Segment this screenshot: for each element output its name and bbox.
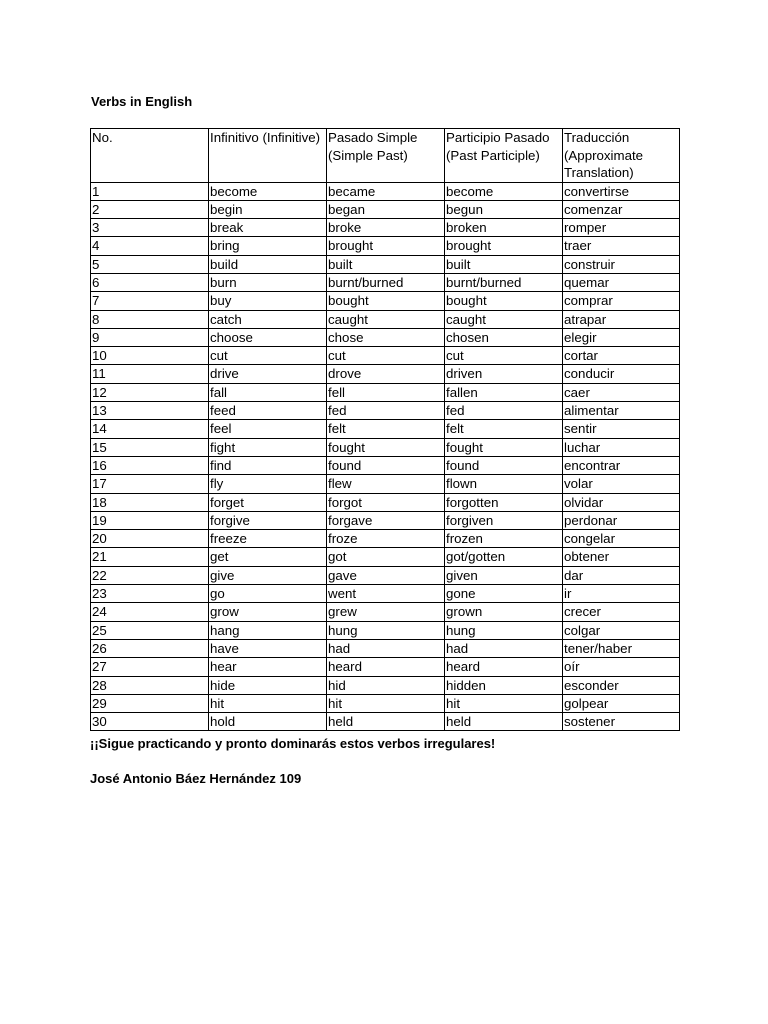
cell-number: 29 [91, 694, 209, 712]
cell-number: 2 [91, 200, 209, 218]
cell-simple-past: broke [327, 219, 445, 237]
cell-past-participle: cut [445, 347, 563, 365]
cell-simple-past: cut [327, 347, 445, 365]
cell-infinitive: burn [209, 273, 327, 291]
cell-translation: congelar [563, 530, 680, 548]
cell-simple-past: got [327, 548, 445, 566]
cell-simple-past: flew [327, 475, 445, 493]
cell-translation: perdonar [563, 511, 680, 529]
cell-simple-past: built [327, 255, 445, 273]
cell-number: 1 [91, 182, 209, 200]
cell-translation: esconder [563, 676, 680, 694]
cell-number: 19 [91, 511, 209, 529]
cell-infinitive: feel [209, 420, 327, 438]
cell-simple-past: hung [327, 621, 445, 639]
cell-infinitive: fall [209, 383, 327, 401]
cell-past-participle: brought [445, 237, 563, 255]
cell-infinitive: go [209, 585, 327, 603]
cell-translation: golpear [563, 694, 680, 712]
table-row [91, 621, 680, 639]
cell-past-participle: hidden [445, 676, 563, 694]
cell-translation: alimentar [563, 402, 680, 420]
cell-number: 18 [91, 493, 209, 511]
cell-translation: construir [563, 255, 680, 273]
cell-number: 23 [91, 585, 209, 603]
table-row [91, 292, 680, 310]
cell-translation: luchar [563, 438, 680, 456]
cell-infinitive: begin [209, 200, 327, 218]
cell-infinitive: hold [209, 713, 327, 731]
table-row [91, 255, 680, 273]
cell-simple-past: held [327, 713, 445, 731]
verbs-table [90, 128, 680, 731]
cell-translation: ir [563, 585, 680, 603]
cell-simple-past: caught [327, 310, 445, 328]
cell-number: 20 [91, 530, 209, 548]
cell-number: 30 [91, 713, 209, 731]
header-past-participle: Participio Pasado (Past Participle) [445, 129, 563, 183]
cell-past-participle: caught [445, 310, 563, 328]
table-row [91, 548, 680, 566]
cell-past-participle: fallen [445, 383, 563, 401]
cell-simple-past: fought [327, 438, 445, 456]
cell-number: 13 [91, 402, 209, 420]
cell-past-participle: gone [445, 585, 563, 603]
cell-past-participle: forgiven [445, 511, 563, 529]
cell-infinitive: fight [209, 438, 327, 456]
cell-number: 21 [91, 548, 209, 566]
table-row [91, 658, 680, 676]
cell-infinitive: catch [209, 310, 327, 328]
cell-infinitive: get [209, 548, 327, 566]
cell-simple-past: froze [327, 530, 445, 548]
table-row [91, 438, 680, 456]
cell-number: 7 [91, 292, 209, 310]
table-row [91, 566, 680, 584]
footer-note: ¡¡Sigue practicando y pronto dominarás estos verbos irregulares! [90, 736, 496, 751]
cell-translation: sentir [563, 420, 680, 438]
cell-simple-past: felt [327, 420, 445, 438]
author-line: José Antonio Báez Hernández 109 [90, 771, 302, 786]
cell-translation: atrapar [563, 310, 680, 328]
cell-number: 15 [91, 438, 209, 456]
table-row [91, 383, 680, 401]
header-simple-past: Pasado Simple (Simple Past) [327, 129, 445, 183]
cell-simple-past: forgot [327, 493, 445, 511]
cell-infinitive: grow [209, 603, 327, 621]
table-row [91, 585, 680, 603]
cell-past-participle: flown [445, 475, 563, 493]
cell-simple-past: fed [327, 402, 445, 420]
cell-number: 17 [91, 475, 209, 493]
cell-past-participle: found [445, 456, 563, 474]
cell-translation: volar [563, 475, 680, 493]
cell-number: 14 [91, 420, 209, 438]
table-row [91, 530, 680, 548]
cell-past-participle: driven [445, 365, 563, 383]
cell-translation: conducir [563, 365, 680, 383]
table-row [91, 639, 680, 657]
cell-infinitive: hang [209, 621, 327, 639]
cell-infinitive: freeze [209, 530, 327, 548]
cell-infinitive: give [209, 566, 327, 584]
cell-simple-past: drove [327, 365, 445, 383]
cell-translation: cortar [563, 347, 680, 365]
cell-number: 26 [91, 639, 209, 657]
cell-translation: elegir [563, 328, 680, 346]
cell-past-participle: heard [445, 658, 563, 676]
cell-translation: comprar [563, 292, 680, 310]
cell-infinitive: cut [209, 347, 327, 365]
cell-translation: dar [563, 566, 680, 584]
cell-simple-past: had [327, 639, 445, 657]
table-row [91, 475, 680, 493]
cell-infinitive: fly [209, 475, 327, 493]
header-translation: Traducción (Approximate Translation) [563, 129, 680, 183]
cell-translation: convertirse [563, 182, 680, 200]
cell-past-participle: felt [445, 420, 563, 438]
cell-translation: obtener [563, 548, 680, 566]
cell-number: 5 [91, 255, 209, 273]
cell-simple-past: gave [327, 566, 445, 584]
cell-number: 6 [91, 273, 209, 291]
cell-infinitive: become [209, 182, 327, 200]
cell-simple-past: found [327, 456, 445, 474]
cell-translation: traer [563, 237, 680, 255]
cell-simple-past: became [327, 182, 445, 200]
table-row [91, 182, 680, 200]
cell-past-participle: forgotten [445, 493, 563, 511]
cell-past-participle: become [445, 182, 563, 200]
cell-number: 3 [91, 219, 209, 237]
table-row [91, 273, 680, 291]
cell-infinitive: forgive [209, 511, 327, 529]
table-row [91, 493, 680, 511]
cell-translation: crecer [563, 603, 680, 621]
cell-infinitive: hit [209, 694, 327, 712]
cell-past-participle: given [445, 566, 563, 584]
cell-past-participle: hung [445, 621, 563, 639]
cell-infinitive: bring [209, 237, 327, 255]
cell-number: 25 [91, 621, 209, 639]
table-row [91, 237, 680, 255]
cell-simple-past: heard [327, 658, 445, 676]
table-row [91, 511, 680, 529]
cell-past-participle: hit [445, 694, 563, 712]
table-row [91, 219, 680, 237]
cell-translation: oír [563, 658, 680, 676]
table-row [91, 328, 680, 346]
cell-number: 4 [91, 237, 209, 255]
cell-simple-past: chose [327, 328, 445, 346]
cell-number: 27 [91, 658, 209, 676]
cell-infinitive: feed [209, 402, 327, 420]
cell-translation: colgar [563, 621, 680, 639]
cell-infinitive: hear [209, 658, 327, 676]
cell-past-participle: built [445, 255, 563, 273]
table-row [91, 456, 680, 474]
cell-simple-past: bought [327, 292, 445, 310]
cell-number: 8 [91, 310, 209, 328]
table-row [91, 310, 680, 328]
cell-simple-past: went [327, 585, 445, 603]
cell-past-participle: burnt/burned [445, 273, 563, 291]
cell-simple-past: hid [327, 676, 445, 694]
table-row [91, 676, 680, 694]
cell-past-participle: begun [445, 200, 563, 218]
cell-past-participle: fought [445, 438, 563, 456]
cell-past-participle: bought [445, 292, 563, 310]
cell-number: 16 [91, 456, 209, 474]
header-infinitive: Infinitivo (Infinitive) [209, 129, 327, 183]
cell-translation: romper [563, 219, 680, 237]
cell-number: 11 [91, 365, 209, 383]
cell-simple-past: grew [327, 603, 445, 621]
cell-infinitive: forget [209, 493, 327, 511]
cell-infinitive: hide [209, 676, 327, 694]
cell-simple-past: brought [327, 237, 445, 255]
header-number: No. [91, 129, 209, 183]
cell-translation: caer [563, 383, 680, 401]
cell-number: 10 [91, 347, 209, 365]
cell-past-participle: grown [445, 603, 563, 621]
table-row [91, 603, 680, 621]
cell-translation: quemar [563, 273, 680, 291]
cell-infinitive: have [209, 639, 327, 657]
document-title: Verbs in English [91, 94, 193, 109]
cell-past-participle: broken [445, 219, 563, 237]
cell-simple-past: hit [327, 694, 445, 712]
cell-simple-past: fell [327, 383, 445, 401]
cell-infinitive: find [209, 456, 327, 474]
cell-translation: comenzar [563, 200, 680, 218]
cell-infinitive: choose [209, 328, 327, 346]
cell-number: 9 [91, 328, 209, 346]
cell-past-participle: frozen [445, 530, 563, 548]
table-row [91, 713, 680, 731]
cell-past-participle: fed [445, 402, 563, 420]
cell-infinitive: buy [209, 292, 327, 310]
cell-past-participle: got/gotten [445, 548, 563, 566]
table-header-row [91, 129, 680, 183]
cell-simple-past: burnt/burned [327, 273, 445, 291]
cell-translation: sostener [563, 713, 680, 731]
cell-past-participle: chosen [445, 328, 563, 346]
cell-translation: encontrar [563, 456, 680, 474]
cell-past-participle: held [445, 713, 563, 731]
cell-simple-past: began [327, 200, 445, 218]
cell-infinitive: build [209, 255, 327, 273]
table-row [91, 200, 680, 218]
table-row [91, 420, 680, 438]
cell-number: 22 [91, 566, 209, 584]
cell-number: 12 [91, 383, 209, 401]
cell-infinitive: break [209, 219, 327, 237]
cell-translation: olvidar [563, 493, 680, 511]
table-row [91, 694, 680, 712]
table-row [91, 402, 680, 420]
cell-number: 24 [91, 603, 209, 621]
cell-translation: tener/haber [563, 639, 680, 657]
cell-infinitive: drive [209, 365, 327, 383]
cell-simple-past: forgave [327, 511, 445, 529]
table-body [91, 182, 680, 731]
cell-past-participle: had [445, 639, 563, 657]
cell-number: 28 [91, 676, 209, 694]
table-row [91, 347, 680, 365]
table-row [91, 365, 680, 383]
